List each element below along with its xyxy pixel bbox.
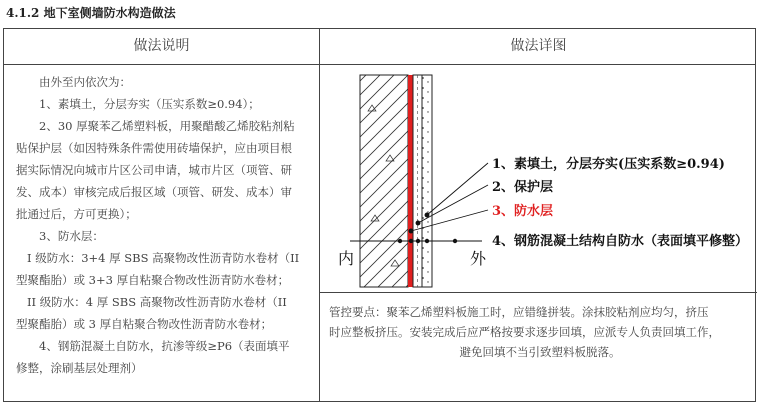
desc-line: 1、素填土，分层夯实（压实系数≥0.94）； bbox=[39, 97, 260, 111]
desc-line: 贴保护层（如因特殊条件需使用砖墙保护，应由项目根 bbox=[16, 141, 292, 155]
construction-table bbox=[3, 28, 756, 402]
layer-label-4: 4、钢筋混凝土结构自防水（表面填平修整） bbox=[492, 234, 749, 249]
desc-line: 由外至内依次为： bbox=[39, 75, 131, 89]
desc-line: 3、防水层： bbox=[39, 229, 104, 243]
note-line: 避免回填不当引致塑料板脱落。 bbox=[459, 345, 621, 359]
header-method-description: 做法说明 bbox=[133, 38, 190, 54]
desc-line: 2、30 厚聚苯乙烯塑料板，用聚醋酸乙烯胶粘剂粘 bbox=[39, 119, 295, 133]
note-line: 管控要点：聚苯乙烯塑料板施工时，应错缝拼装。涂抹胶粘剂应均匀，挤压 bbox=[329, 305, 709, 319]
desc-line: 型聚酯胎）或 3+3 厚自粘聚合物改性沥青防水卷材； bbox=[16, 273, 290, 287]
desc-line: II 级防水：4 厚 SBS 高聚物改性沥青防水卷材（II bbox=[27, 295, 287, 309]
desc-line: 据实际情况向城市片区公司申请，城市片区（项管、研 bbox=[16, 163, 292, 177]
wall-section-diagram bbox=[320, 65, 757, 292]
desc-line: 发、成本）审核完成后报区域（项管、研发、成本）审 bbox=[16, 185, 292, 199]
desc-line: 修整，涂刷基层处理剂） bbox=[16, 361, 143, 375]
desc-line: 型聚酯胎）或 3 厚自粘聚合物改性沥青防水卷材； bbox=[16, 317, 273, 331]
header-method-detail: 做法详图 bbox=[510, 38, 567, 54]
desc-line: 4、钢筋混凝土自防水，抗渗等级≥P6（表面填平 bbox=[39, 339, 290, 353]
desc-line: 批通过后，方可更换）； bbox=[16, 207, 137, 221]
control-points-note bbox=[329, 302, 751, 362]
backfill-soil bbox=[422, 75, 432, 287]
layer-label-1: 1、素填土，分层夯实(压实系数≥0.94) bbox=[492, 157, 725, 172]
note-line: 时应整板挤压。安装完成后应严格按要求逐步回填，应派专人负责回填工作， bbox=[329, 325, 720, 339]
desc-line: I 级防水：3+4 厚 SBS 高聚物改性沥青防水卷材（II bbox=[27, 251, 300, 265]
concrete-wall bbox=[360, 75, 408, 287]
method-description bbox=[16, 71, 312, 379]
inner-label: 内 bbox=[338, 249, 355, 268]
note-divider bbox=[319, 292, 757, 293]
outer-label: 外 bbox=[470, 249, 487, 268]
layer-label-2: 2、保护层 bbox=[492, 180, 554, 195]
section-title: 4.1.2 地下室侧墙防水构造做法 bbox=[6, 6, 176, 20]
waterproof-layer bbox=[408, 75, 413, 287]
layer-label-3: 3、防水层 bbox=[492, 204, 554, 219]
